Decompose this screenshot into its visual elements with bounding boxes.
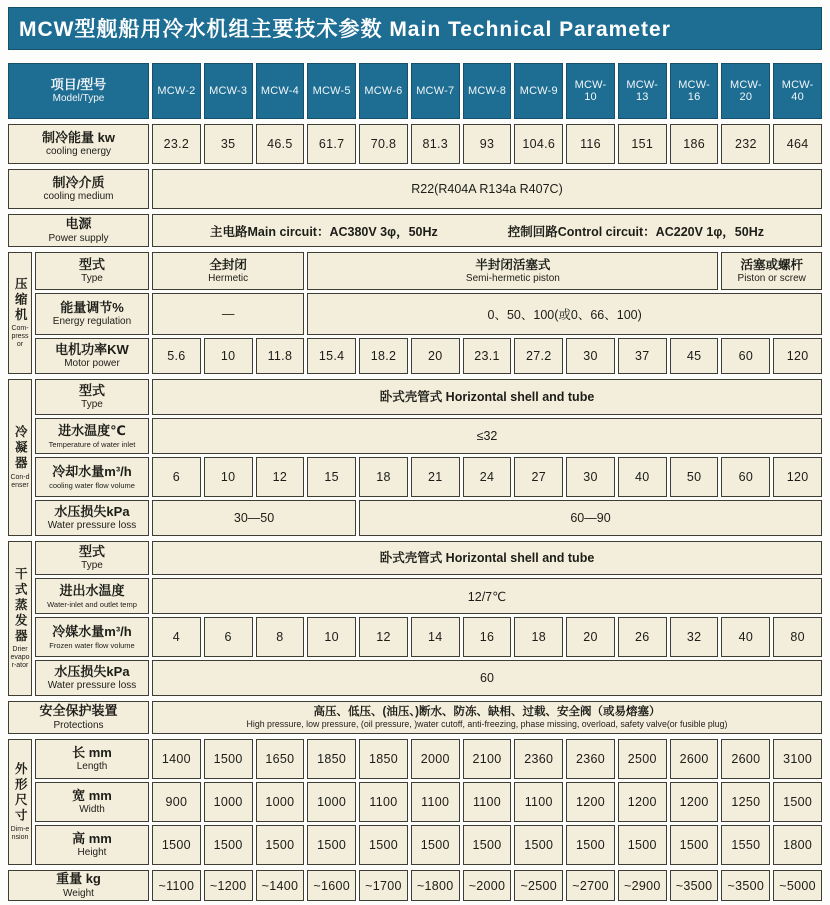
length-value: 2360 (566, 739, 615, 779)
row-label-condenser-type (35, 379, 149, 415)
length-value: 1850 (307, 739, 356, 779)
piston-zh: 活塞或螺杆 (740, 257, 803, 272)
row-label-motor-power (35, 338, 149, 374)
cooling-energy-value: 232 (721, 124, 770, 164)
width-value: 1100 (411, 782, 460, 822)
frozen-water-flow-value: 26 (618, 617, 667, 657)
label-zh: 型式 (78, 543, 105, 559)
frozen-water-flow-value: 4 (152, 617, 201, 657)
row-label-evaporator-type (35, 541, 149, 575)
evaporator-type-value: 卧式壳管式 Horizontal shell and tube (152, 541, 822, 575)
width-value: 1000 (256, 782, 305, 822)
semi-en: Semi-hermetic piston (465, 273, 560, 285)
row-label-cooling-energy (8, 124, 149, 164)
length-value: 1500 (204, 739, 253, 779)
row-power-supply (8, 214, 822, 247)
label-zh: 冷却水量m³/h (52, 464, 132, 480)
row-label-inout-temp (35, 578, 149, 614)
weight-value: ~1700 (359, 870, 408, 901)
row-label-protections (8, 701, 149, 734)
cooling-water-flow-value: 24 (463, 457, 512, 497)
width-value: 1250 (721, 782, 770, 822)
label-en: cooling water flow volume (49, 480, 135, 490)
width-value: 1000 (307, 782, 356, 822)
label-zh: 电源 (65, 216, 92, 232)
model-header-cell: MCW-3 (204, 63, 253, 119)
protections-zh: 高压、低压、(油压、)断水、防冻、缺相、过载、安全阀（或易熔塞） (313, 705, 661, 718)
model-header-cell: MCW-40 (773, 63, 822, 119)
cooling-energy-value: 464 (773, 124, 822, 164)
width-value: 1200 (670, 782, 719, 822)
condenser-pressure-loss-low: 30—50 (152, 500, 356, 536)
frozen-water-flow-value: 32 (670, 617, 719, 657)
cooling-water-flow-value: 60 (721, 457, 770, 497)
motor-power-value: 27.2 (514, 338, 563, 374)
label-zh: 高 mm (72, 830, 112, 846)
header-label-cell (8, 63, 149, 119)
motor-power-value: 10 (204, 338, 253, 374)
row-label-condenser-pressure-loss (35, 500, 149, 536)
cooling-water-flow-value: 15 (307, 457, 356, 497)
model-header-cell: MCW-9 (514, 63, 563, 119)
label-en: Type (81, 399, 103, 411)
cooling-energy-value: 70.8 (359, 124, 408, 164)
model-header-cell: MCW-8 (463, 63, 512, 119)
cooling-water-flow-value: 50 (670, 457, 719, 497)
width-value: 1500 (773, 782, 822, 822)
row-label-weight (8, 870, 149, 901)
height-value: 1550 (721, 825, 770, 865)
evaporator-pressure-loss-value: 60 (152, 660, 822, 696)
height-value: 1500 (307, 825, 356, 865)
row-label-length (35, 739, 149, 779)
energy-regulation-dash: — (152, 293, 304, 335)
condenser-pressure-loss-high: 60—90 (359, 500, 822, 536)
row-label-power-supply (8, 214, 149, 247)
side-label-zh: 外形尺寸 (13, 761, 28, 824)
motor-power-value: 30 (566, 338, 615, 374)
cooling-energy-value: 186 (670, 124, 719, 164)
row-cooling-medium (8, 169, 822, 209)
width-value: 1000 (204, 782, 253, 822)
cooling-water-flow-value: 40 (618, 457, 667, 497)
frozen-water-flow-value: 10 (307, 617, 356, 657)
motor-power-value: 45 (670, 338, 719, 374)
cooling-water-flow-value: 6 (152, 457, 201, 497)
row-cooling-energy (8, 124, 822, 164)
row-weight (8, 870, 822, 901)
label-en: Water pressure loss (47, 680, 137, 692)
cooling-medium-value: R22(R404A R134a R407C) (152, 169, 822, 209)
row-label-cooling-medium (8, 169, 149, 209)
weight-value: ~2500 (514, 870, 563, 901)
side-label-en: Drier evapor-ator (10, 646, 30, 670)
section-condenser (8, 379, 822, 536)
model-header-cell: MCW-4 (256, 63, 305, 119)
motor-power-value: 37 (618, 338, 667, 374)
evaporator-side-label (8, 541, 32, 696)
label-en: Water pressure loss (47, 520, 137, 532)
cooling-energy-value: 81.3 (411, 124, 460, 164)
cooling-energy-value: 61.7 (307, 124, 356, 164)
height-value: 1500 (463, 825, 512, 865)
height-value: 1500 (566, 825, 615, 865)
model-header-cell: MCW-7 (411, 63, 460, 119)
label-zh: 能量调节% (60, 299, 124, 315)
inlet-temp-value: ≤32 (152, 418, 822, 454)
model-header-cell: MCW-16 (670, 63, 719, 119)
width-value: 1100 (463, 782, 512, 822)
cooling-water-flow-value: 27 (514, 457, 563, 497)
section-evaporator (8, 541, 822, 696)
model-header-cell: MCW-13 (618, 63, 667, 119)
label-zh: 型式 (78, 382, 105, 398)
cooling-water-flow-value: 10 (204, 457, 253, 497)
length-value: 2000 (411, 739, 460, 779)
row-label-evaporator-pressure-loss (35, 660, 149, 696)
row-label-cooling-water-flow (35, 457, 149, 497)
protections-en: High pressure, low pressure, (oil pressure, )water cutoff, anti-freezing, phase missing, overload, safety valve(or fusible plug) (246, 719, 728, 730)
protections-value (152, 701, 822, 734)
label-en: Frozen water flow volume (49, 640, 135, 650)
height-value: 1500 (514, 825, 563, 865)
side-label-en: Dim-ension (10, 825, 30, 841)
height-value: 1500 (411, 825, 460, 865)
weight-value: ~5000 (773, 870, 822, 901)
model-header-cell: MCW-10 (566, 63, 615, 119)
label-en: cooling energy (45, 146, 112, 158)
motor-power-value: 18.2 (359, 338, 408, 374)
height-value: 1500 (359, 825, 408, 865)
label-en: Height (77, 847, 107, 859)
frozen-water-flow-value: 80 (773, 617, 822, 657)
label-en: Width (79, 804, 105, 816)
label-zh: 水压损失kPa (54, 503, 130, 519)
compressor-type-semi-hermetic (307, 252, 718, 290)
motor-power-value: 20 (411, 338, 460, 374)
label-en: Power supply (48, 232, 109, 244)
label-en: cooling medium (43, 191, 114, 203)
label-en: Motor power (64, 358, 120, 370)
width-value: 1200 (618, 782, 667, 822)
row-label-width (35, 782, 149, 822)
label-en: Temperature of water inlet (48, 439, 136, 449)
cooling-energy-value: 116 (566, 124, 615, 164)
label-zh: 重量 kg (56, 871, 101, 887)
condenser-type-value: 卧式壳管式 Horizontal shell and tube (152, 379, 822, 415)
cooling-energy-value: 46.5 (256, 124, 305, 164)
model-header-cell: MCW-5 (307, 63, 356, 119)
cooling-energy-value: 23.2 (152, 124, 201, 164)
header-label-zh: 项目/型号 (50, 76, 107, 92)
page-title: MCW型舰船用冷水机组主要技术参数 Main Technical Parameter (8, 7, 822, 50)
label-en: Length (76, 761, 108, 773)
label-zh: 进水温度℃ (58, 423, 126, 439)
side-label-zh: 压缩机 (13, 276, 28, 324)
frozen-water-flow-value: 8 (256, 617, 305, 657)
width-value: 1100 (514, 782, 563, 822)
frozen-water-flow-value: 20 (566, 617, 615, 657)
height-value: 1500 (618, 825, 667, 865)
cooling-water-flow-value: 30 (566, 457, 615, 497)
weight-value: ~3500 (721, 870, 770, 901)
frozen-water-flow-value: 6 (204, 617, 253, 657)
weight-value: ~1100 (152, 870, 201, 901)
row-label-inlet-temp (35, 418, 149, 454)
compressor-side-label (8, 252, 32, 374)
row-protections (8, 701, 822, 734)
control-circuit-text: 控制回路Control circuit：AC220V 1φ，50Hz (507, 224, 764, 239)
cooling-energy-value: 104.6 (514, 124, 563, 164)
label-zh: 电机功率KW (55, 341, 129, 357)
label-en: Type (81, 273, 103, 285)
length-value: 2600 (721, 739, 770, 779)
height-value: 1500 (204, 825, 253, 865)
weight-value: ~1200 (204, 870, 253, 901)
cooling-energy-value: 35 (204, 124, 253, 164)
weight-value: ~2000 (463, 870, 512, 901)
motor-power-value: 15.4 (307, 338, 356, 374)
energy-regulation-value: 0、50、100(或0、66、100) (307, 293, 822, 335)
row-label-energy-regulation (35, 293, 149, 335)
frozen-water-flow-value: 12 (359, 617, 408, 657)
label-zh: 宽 mm (72, 787, 112, 803)
length-value: 2100 (463, 739, 512, 779)
weight-value: ~3500 (670, 870, 719, 901)
model-header-cell: MCW-20 (721, 63, 770, 119)
row-label-frozen-water-flow (35, 617, 149, 657)
length-value: 1850 (359, 739, 408, 779)
dimension-side-label (8, 739, 32, 865)
length-value: 1650 (256, 739, 305, 779)
length-value: 1400 (152, 739, 201, 779)
cooling-water-flow-value: 21 (411, 457, 460, 497)
cooling-water-flow-value: 12 (256, 457, 305, 497)
model-header-cell: MCW-6 (359, 63, 408, 119)
side-label-zh: 冷凝器 (13, 425, 28, 472)
label-zh: 安全保护装置 (39, 703, 118, 719)
label-en: Weight (63, 887, 94, 899)
cooling-energy-value: 93 (463, 124, 512, 164)
section-compressor (8, 252, 822, 374)
frozen-water-flow-value: 14 (411, 617, 460, 657)
label-en: Water-inlet and outlet temp (47, 599, 137, 609)
hermetic-zh: 全封闭 (209, 257, 247, 272)
label-zh: 制冷能量 kw (42, 129, 115, 145)
power-supply-value (152, 214, 822, 247)
cooling-water-flow-value: 18 (359, 457, 408, 497)
frozen-water-flow-value: 40 (721, 617, 770, 657)
condenser-side-label (8, 379, 32, 536)
frozen-water-flow-value: 18 (514, 617, 563, 657)
motor-power-value: 60 (721, 338, 770, 374)
model-header-cell: MCW-2 (152, 63, 201, 119)
label-zh: 长 mm (72, 744, 112, 760)
length-value: 2360 (514, 739, 563, 779)
label-en: Energy regulation (52, 316, 132, 328)
compressor-type-hermetic (152, 252, 304, 290)
weight-value: ~2900 (618, 870, 667, 901)
side-label-en: Con-denser (10, 473, 30, 489)
row-label-compressor-type (35, 252, 149, 290)
compressor-type-piston-screw (721, 252, 822, 290)
piston-en: Piston or screw (737, 273, 806, 285)
width-value: 1200 (566, 782, 615, 822)
length-value: 3100 (773, 739, 822, 779)
length-value: 2500 (618, 739, 667, 779)
height-value: 1500 (670, 825, 719, 865)
label-zh: 型式 (78, 256, 105, 272)
semi-zh: 半封闭活塞式 (475, 257, 551, 272)
height-value: 1500 (256, 825, 305, 865)
cooling-water-flow-value: 120 (773, 457, 822, 497)
weight-value: ~1600 (307, 870, 356, 901)
width-value: 900 (152, 782, 201, 822)
inout-temp-value: 12/7℃ (152, 578, 822, 614)
length-value: 2600 (670, 739, 719, 779)
weight-value: ~2700 (566, 870, 615, 901)
row-label-height (35, 825, 149, 865)
height-value: 1800 (773, 825, 822, 865)
label-zh: 制冷介质 (52, 174, 105, 190)
label-zh: 水压损失kPa (54, 663, 130, 679)
label-en: Protections (53, 719, 104, 731)
main-circuit-text: 主电路Main circuit：AC380V 3φ，50Hz (210, 224, 438, 239)
width-value: 1100 (359, 782, 408, 822)
frozen-water-flow-value: 16 (463, 617, 512, 657)
motor-power-value: 23.1 (463, 338, 512, 374)
side-label-zh: 干式蒸发器 (13, 566, 28, 645)
label-en: Type (81, 560, 103, 572)
motor-power-value: 11.8 (256, 338, 305, 374)
weight-value: ~1800 (411, 870, 460, 901)
hermetic-en: Hermetic (208, 273, 249, 285)
table-header-row (8, 63, 822, 119)
height-value: 1500 (152, 825, 201, 865)
motor-power-value: 5.6 (152, 338, 201, 374)
weight-value: ~1400 (256, 870, 305, 901)
label-zh: 冷媒水量m³/h (52, 624, 132, 640)
section-dimension (8, 739, 822, 865)
label-zh: 进出水温度 (59, 583, 125, 599)
motor-power-value: 120 (773, 338, 822, 374)
side-label-en: Com-pressor (11, 325, 29, 349)
cooling-energy-value: 151 (618, 124, 667, 164)
header-label-en: Model/Type (52, 93, 105, 105)
